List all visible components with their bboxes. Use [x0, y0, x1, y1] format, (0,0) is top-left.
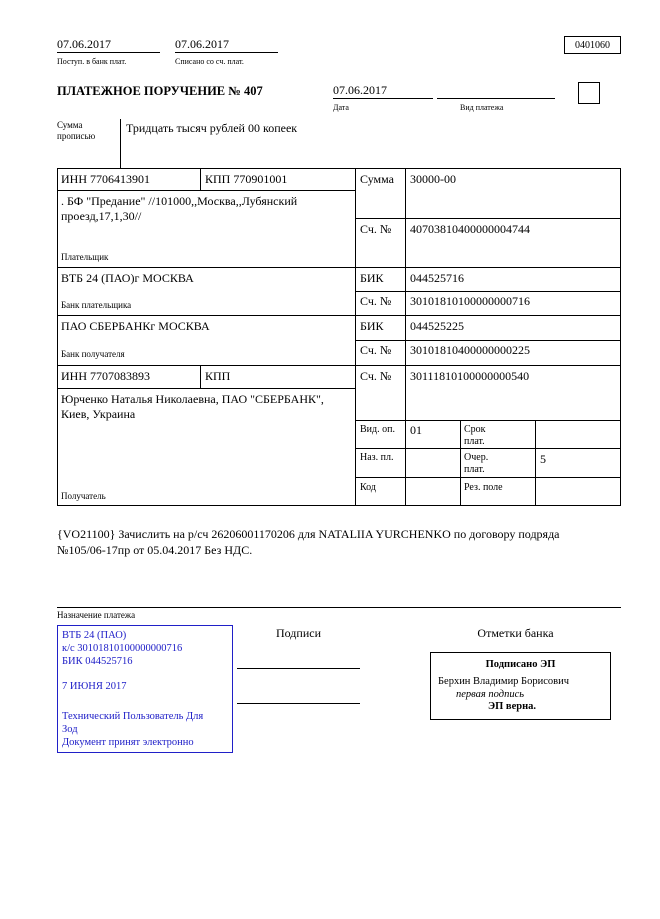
- beneficiary-name: Юрченко Наталья Николаевна, ПАО "СБЕРБАНК", Киев, Украина: [61, 392, 324, 421]
- table-line: [200, 168, 201, 190]
- signatures-label: Подписи: [275, 626, 322, 640]
- payer-bank-bik-value: 044525716: [410, 271, 464, 285]
- table-line: [535, 420, 536, 505]
- stamp-signer-name: Берхин Владимир Борисович: [438, 676, 569, 687]
- payer-kpp: КПП 770901001: [205, 172, 288, 186]
- payer-bank-label: Банк плательщика: [61, 300, 132, 310]
- amount-words-value: Тридцать тысяч рублей 00 копеек: [126, 121, 298, 135]
- table-line: [355, 477, 621, 478]
- purpose-label: Назначение платежа: [57, 610, 136, 620]
- beneficiary-bank-account-label: Сч. №: [360, 343, 392, 357]
- table-line: [57, 365, 621, 366]
- stamp-corr-account: к/с 30101810100000000716: [62, 643, 183, 654]
- beneficiary-account-value: 30111810100000000540: [410, 369, 530, 383]
- beneficiary-label: Получатель: [61, 491, 106, 501]
- date-received-value: 07.06.2017: [57, 37, 111, 51]
- table-line: [57, 168, 621, 169]
- table-line: [57, 315, 621, 316]
- vid-op-label: Вид. оп.: [360, 424, 395, 435]
- table-line: [200, 365, 201, 388]
- table-line: [355, 291, 621, 292]
- payer-account-value: 40703810400000004744: [410, 222, 530, 236]
- table-line: [57, 388, 355, 389]
- beneficiary-account-label: Сч. №: [360, 369, 392, 383]
- table-line: [57, 190, 355, 191]
- payment-type-label: Вид платежа: [460, 103, 504, 112]
- vid-op-value: 01: [410, 423, 422, 437]
- payer-name: . БФ "Предание" //101000,,Москва,,Лубянский проезд,17,1,30//: [61, 194, 298, 223]
- payer-inn: ИНН 7706413901: [61, 172, 150, 186]
- table-line: [120, 119, 121, 168]
- rez-pole-label: Рез. поле: [464, 482, 503, 493]
- beneficiary-bank-name: ПАО СБЕРБАНКг МОСКВА: [61, 319, 210, 333]
- stamp-date: 7 ИЮНЯ 2017: [62, 681, 127, 692]
- stamp-bik: БИК 044525716: [62, 656, 133, 667]
- date-debited-label: Списано со сч. плат.: [175, 57, 244, 66]
- payer-bank-name: ВТБ 24 (ПАО)г МОСКВА: [61, 271, 194, 285]
- table-line: [57, 607, 621, 608]
- document-title: ПЛАТЕЖНОЕ ПОРУЧЕНИЕ № 407: [57, 84, 263, 98]
- stamp-signer-role: первая подпись: [456, 689, 525, 700]
- amount-value: 30000-00: [410, 172, 456, 186]
- digital-signature-stamp: [430, 652, 611, 720]
- purpose-text: {VO21100} Зачислить на р/сч 26206001170206 для NATALIIA YURCHENKO по договору подряда №105/06-17пр от 05.04.2017 Без НДС.: [57, 527, 560, 557]
- signature-line: [237, 703, 360, 704]
- date-received-field: [57, 37, 160, 53]
- date-debited-value: 07.06.2017: [175, 37, 229, 51]
- ocher-plat-label: Очер. плат.: [464, 452, 489, 475]
- table-line: [57, 505, 621, 506]
- ocher-plat-value: 5: [540, 452, 546, 466]
- table-line: [355, 448, 621, 449]
- stamp-bank-name: ВТБ 24 (ПАО): [62, 630, 127, 641]
- naz-pl-label: Наз. пл.: [360, 452, 394, 463]
- table-line: [355, 340, 621, 341]
- date-label: Дата: [333, 103, 349, 112]
- table-line: [355, 420, 621, 421]
- payer-label: Плательщик: [61, 252, 109, 262]
- kod-label: Код: [360, 482, 376, 493]
- beneficiary-bank-label: Банк получателя: [61, 349, 125, 359]
- amount-words-label: Сумма прописью: [57, 120, 96, 141]
- beneficiary-kpp-label: КПП: [205, 369, 231, 383]
- amount-label: Сумма: [360, 172, 394, 186]
- form-code-box: 0401060: [564, 36, 621, 54]
- stamp-accepted-note: Документ принят электронно: [62, 737, 194, 748]
- beneficiary-bank-account-value: 30101810400000000225: [410, 343, 530, 357]
- date-debited-field: [175, 37, 278, 53]
- table-line: [460, 420, 461, 505]
- payer-bank-account-label: Сч. №: [360, 294, 392, 308]
- srok-plat-label: Срок плат.: [464, 424, 486, 447]
- stamp-signed-title: Подписано ЭП: [485, 659, 556, 670]
- beneficiary-bank-bik-label: БИК: [360, 319, 384, 333]
- payer-bank-account-value: 30101810100000000716: [410, 294, 530, 308]
- document-date-field: [333, 83, 433, 99]
- beneficiary-inn: ИНН 7707083893: [61, 369, 150, 383]
- bank-electronic-stamp: [57, 625, 233, 753]
- bank-marks-label: Отметки банка: [477, 626, 554, 640]
- table-line: [355, 218, 621, 219]
- stamp-verified-note: ЭП верна.: [488, 701, 537, 712]
- table-line: [57, 168, 58, 505]
- stamp-technical-user: Технический Пользователь Для Зод: [62, 711, 204, 735]
- signature-line: [237, 668, 360, 669]
- table-line: [57, 267, 621, 268]
- form-checkbox: [578, 82, 600, 104]
- date-received-label: Поступ. в банк плат.: [57, 57, 127, 66]
- payer-account-label: Сч. №: [360, 222, 392, 236]
- beneficiary-bank-bik-value: 044525225: [410, 319, 464, 333]
- payer-bank-bik-label: БИК: [360, 271, 384, 285]
- payment-type-underline: [437, 98, 555, 99]
- document-date-value: 07.06.2017: [333, 83, 387, 97]
